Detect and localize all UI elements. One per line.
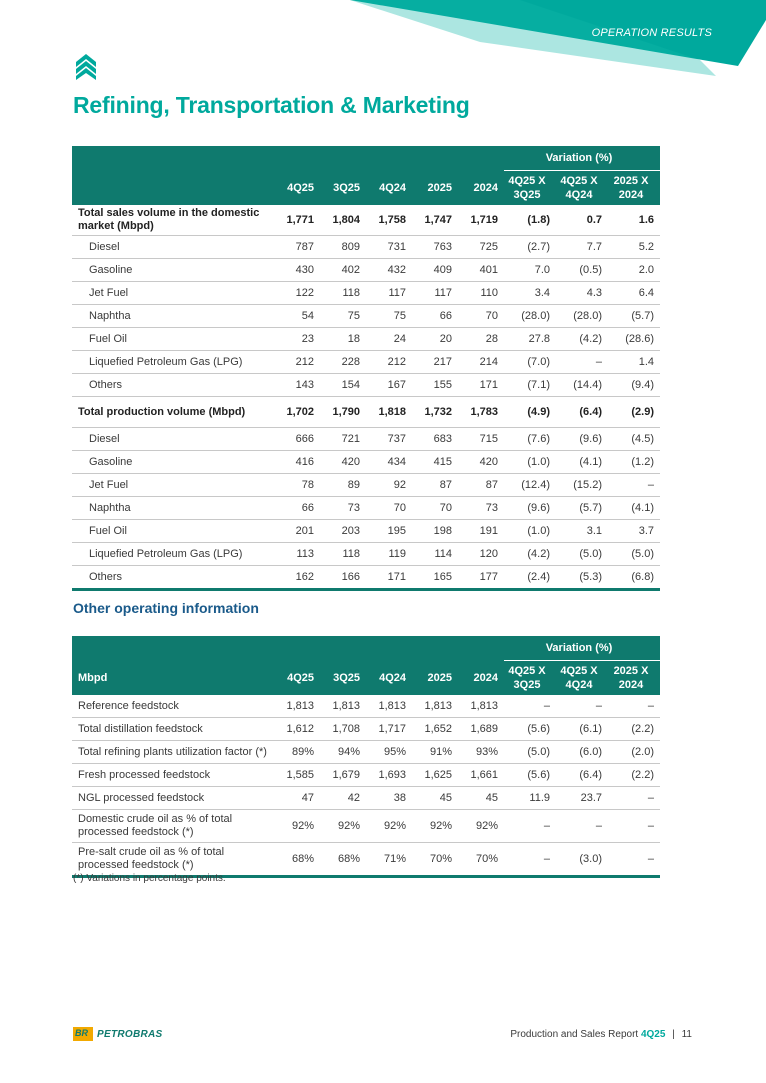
- row-label: Total production volume (Mbpd): [72, 397, 274, 428]
- table-cell: 666: [274, 428, 320, 451]
- table-cell: 75: [366, 305, 412, 328]
- report-quarter: 4Q25: [640, 1029, 666, 1040]
- table-cell: –: [504, 695, 556, 718]
- table-cell: 92%: [274, 810, 320, 843]
- table-cell: 201: [274, 520, 320, 543]
- table-cell: 432: [366, 259, 412, 282]
- table-row: [72, 520, 660, 543]
- row-label: Gasoline: [72, 259, 274, 282]
- table-cell: 1,732: [412, 397, 458, 428]
- table-cell: 18: [320, 328, 366, 351]
- table-cell: 1,804: [320, 205, 366, 236]
- rtm-volume-table: [72, 146, 660, 591]
- table-cell: (2.9): [608, 397, 660, 428]
- table-cell: 73: [320, 497, 366, 520]
- table-cell: (0.5): [556, 259, 608, 282]
- table-cell: 75: [320, 305, 366, 328]
- table-header-row: [72, 661, 660, 696]
- table-cell: 1,689: [458, 718, 504, 741]
- column-header: 2024: [458, 661, 504, 696]
- table-cell: (4.1): [608, 497, 660, 520]
- table-cell: 93%: [458, 741, 504, 764]
- table-cell: 415: [412, 451, 458, 474]
- table-cell: 87: [458, 474, 504, 497]
- table-cell: 1,661: [458, 764, 504, 787]
- row-label: Reference feedstock: [72, 695, 274, 718]
- table-cell: 191: [458, 520, 504, 543]
- table-row: [72, 810, 660, 843]
- table-body: [72, 695, 660, 877]
- variation-header: Variation (%): [504, 146, 660, 171]
- table-row: [72, 428, 660, 451]
- table-cell: 42: [320, 787, 366, 810]
- table-cell: 3.7: [608, 520, 660, 543]
- table-cell: 1,612: [274, 718, 320, 741]
- table-row: [72, 397, 660, 428]
- row-label: Diesel: [72, 236, 274, 259]
- footnote: (*) Variations in percentage points.: [73, 873, 226, 884]
- table-row: [72, 787, 660, 810]
- header-banner: [0, 0, 766, 80]
- table-cell: 1,693: [366, 764, 412, 787]
- table-cell: 162: [274, 566, 320, 590]
- table-cell: (2.2): [608, 764, 660, 787]
- table-row: [72, 205, 660, 236]
- row-label: Jet Fuel: [72, 282, 274, 305]
- table-cell: –: [608, 474, 660, 497]
- table-cell: 171: [458, 374, 504, 397]
- table-cell: 203: [320, 520, 366, 543]
- table-cell: 1,747: [412, 205, 458, 236]
- table-cell: 1,585: [274, 764, 320, 787]
- table-cell: –: [608, 810, 660, 843]
- table-cell: (7.6): [504, 428, 556, 451]
- table-cell: 217: [412, 351, 458, 374]
- row-label: Others: [72, 566, 274, 590]
- table-cell: 1,717: [366, 718, 412, 741]
- table-cell: 95%: [366, 741, 412, 764]
- row-label: Pre-salt crude oil as % of total processed feedstock (*): [72, 843, 274, 877]
- table-row: [72, 374, 660, 397]
- row-label: Total sales volume in the domestic market (Mbpd): [72, 205, 274, 236]
- table-cell: 92%: [366, 810, 412, 843]
- table-cell: 119: [366, 543, 412, 566]
- table-cell: 409: [412, 259, 458, 282]
- table-cell: 1,758: [366, 205, 412, 236]
- table-cell: 165: [412, 566, 458, 590]
- table-cell: 143: [274, 374, 320, 397]
- table-cell: 27.8: [504, 328, 556, 351]
- row-label: Naphtha: [72, 497, 274, 520]
- table-cell: 214: [458, 351, 504, 374]
- table-cell: 2.0: [608, 259, 660, 282]
- table-cell: (5.0): [608, 543, 660, 566]
- column-header: 2025 X 2024: [608, 171, 660, 206]
- table-row: [72, 328, 660, 351]
- table-cell: 20: [412, 328, 458, 351]
- table-cell: 91%: [412, 741, 458, 764]
- table-cell: 114: [412, 543, 458, 566]
- table-cell: (28.0): [556, 305, 608, 328]
- table-cell: –: [608, 695, 660, 718]
- table-cell: 28: [458, 328, 504, 351]
- table-cell: 1,625: [412, 764, 458, 787]
- row-label: Domestic crude oil as % of total processed feedstock (*): [72, 810, 274, 843]
- table-cell: (4.9): [504, 397, 556, 428]
- column-header: 4Q25 X 4Q24: [556, 171, 608, 206]
- table-cell: 66: [274, 497, 320, 520]
- table-cell: 68%: [320, 843, 366, 877]
- table-row: [72, 843, 660, 877]
- table-cell: 154: [320, 374, 366, 397]
- page-number: 11: [681, 1029, 692, 1040]
- column-header: 4Q25: [274, 171, 320, 206]
- table-cell: 683: [412, 428, 458, 451]
- table-cell: (5.6): [504, 718, 556, 741]
- table-cell: –: [556, 351, 608, 374]
- table-cell: 11.9: [504, 787, 556, 810]
- table-header-row: [72, 171, 660, 206]
- table-cell: (14.4): [556, 374, 608, 397]
- table-cell: 434: [366, 451, 412, 474]
- table-cell: 92%: [320, 810, 366, 843]
- table-cell: 1,702: [274, 397, 320, 428]
- table-cell: –: [504, 810, 556, 843]
- table-cell: 198: [412, 520, 458, 543]
- table-cell: 70: [412, 497, 458, 520]
- table-cell: (5.3): [556, 566, 608, 590]
- table-cell: 70: [366, 497, 412, 520]
- table-cell: (4.5): [608, 428, 660, 451]
- row-label: Others: [72, 374, 274, 397]
- table-cell: 70: [458, 305, 504, 328]
- table-cell: 1.4: [608, 351, 660, 374]
- table-cell: 92%: [412, 810, 458, 843]
- table-cell: (1.2): [608, 451, 660, 474]
- table-cell: (2.4): [504, 566, 556, 590]
- table-cell: (5.0): [556, 543, 608, 566]
- row-label: Liquefied Petroleum Gas (LPG): [72, 543, 274, 566]
- table-cell: (5.0): [504, 741, 556, 764]
- column-header: 2025 X 2024: [608, 661, 660, 696]
- table-cell: 731: [366, 236, 412, 259]
- row-label: Total refining plants utilization factor (*): [72, 741, 274, 764]
- column-header-label: Mbpd: [72, 661, 274, 696]
- table-cell: 92%: [458, 810, 504, 843]
- chevron-up-icon: [76, 54, 96, 80]
- table-cell: (6.4): [556, 397, 608, 428]
- table-cell: (9.4): [608, 374, 660, 397]
- table-cell: (4.2): [504, 543, 556, 566]
- table-cell: 1,813: [412, 695, 458, 718]
- table-cell: 1,790: [320, 397, 366, 428]
- table-cell: 68%: [274, 843, 320, 877]
- table-cell: 23: [274, 328, 320, 351]
- table-cell: 1,813: [458, 695, 504, 718]
- table-cell: 787: [274, 236, 320, 259]
- table-cell: (1.8): [504, 205, 556, 236]
- table-row: [72, 741, 660, 764]
- variation-header: Variation (%): [504, 636, 660, 661]
- table-cell: 94%: [320, 741, 366, 764]
- table-cell: –: [608, 843, 660, 877]
- table-cell: 430: [274, 259, 320, 282]
- table-cell: 66: [412, 305, 458, 328]
- row-label: Jet Fuel: [72, 474, 274, 497]
- logo-text: PETROBRAS: [97, 1028, 163, 1040]
- column-header: 2025: [412, 661, 458, 696]
- table-cell: (5.7): [608, 305, 660, 328]
- table-cell: (15.2): [556, 474, 608, 497]
- table-cell: 113: [274, 543, 320, 566]
- table-cell: 3.4: [504, 282, 556, 305]
- column-header: 4Q25 X 4Q24: [556, 661, 608, 696]
- table-cell: 763: [412, 236, 458, 259]
- table-cell: (6.8): [608, 566, 660, 590]
- table-cell: (7.1): [504, 374, 556, 397]
- table-cell: (2.2): [608, 718, 660, 741]
- table-cell: 118: [320, 543, 366, 566]
- table-cell: 71%: [366, 843, 412, 877]
- table-cell: 6.4: [608, 282, 660, 305]
- table-header-blank: [72, 146, 274, 171]
- table-cell: (28.0): [504, 305, 556, 328]
- table-cell: (1.0): [504, 451, 556, 474]
- table-cell: 87: [412, 474, 458, 497]
- table-cell: 117: [366, 282, 412, 305]
- column-header: 2024: [458, 171, 504, 206]
- table-cell: 195: [366, 520, 412, 543]
- table-row: [72, 351, 660, 374]
- table-cell: (28.6): [608, 328, 660, 351]
- row-label: Gasoline: [72, 451, 274, 474]
- column-header: 4Q25: [274, 661, 320, 696]
- table-cell: 73: [458, 497, 504, 520]
- table-cell: 1,813: [366, 695, 412, 718]
- row-label: Liquefied Petroleum Gas (LPG): [72, 351, 274, 374]
- table-cell: 715: [458, 428, 504, 451]
- table-cell: 0.7: [556, 205, 608, 236]
- table-row: [72, 474, 660, 497]
- table-cell: (2.0): [608, 741, 660, 764]
- table-row: [72, 236, 660, 259]
- br-logo-mark: BR: [73, 1027, 93, 1041]
- table-cell: 155: [412, 374, 458, 397]
- table-cell: (9.6): [504, 497, 556, 520]
- table-cell: 1,679: [320, 764, 366, 787]
- table-cell: (1.0): [504, 520, 556, 543]
- table-cell: 7.7: [556, 236, 608, 259]
- table-cell: 92: [366, 474, 412, 497]
- table-cell: 24: [366, 328, 412, 351]
- row-label: Fuel Oil: [72, 328, 274, 351]
- table-cell: (4.1): [556, 451, 608, 474]
- table-cell: 4.3: [556, 282, 608, 305]
- table-cell: 1,652: [412, 718, 458, 741]
- table-cell: 1,818: [366, 397, 412, 428]
- page-title: Refining, Transportation & Marketing: [73, 92, 470, 118]
- table-cell: (3.0): [556, 843, 608, 877]
- column-header-label: [72, 171, 274, 206]
- table-cell: 228: [320, 351, 366, 374]
- row-label: Naphtha: [72, 305, 274, 328]
- table-cell: 177: [458, 566, 504, 590]
- row-label: Diesel: [72, 428, 274, 451]
- table-row: [72, 566, 660, 590]
- table-cell: 1,813: [274, 695, 320, 718]
- table-cell: (7.0): [504, 351, 556, 374]
- table-cell: 721: [320, 428, 366, 451]
- table-cell: 45: [458, 787, 504, 810]
- table-cell: 416: [274, 451, 320, 474]
- table-row: [72, 543, 660, 566]
- table-cell: –: [556, 695, 608, 718]
- table-cell: 212: [366, 351, 412, 374]
- column-header: 3Q25: [320, 661, 366, 696]
- table-cell: 5.2: [608, 236, 660, 259]
- column-header: 3Q25: [320, 171, 366, 206]
- table-cell: 420: [458, 451, 504, 474]
- table-cell: 1,771: [274, 205, 320, 236]
- column-header: 4Q25 X 3Q25: [504, 171, 556, 206]
- table-cell: 1,783: [458, 397, 504, 428]
- section-label: OPERATION RESULTS: [591, 27, 712, 39]
- table-cell: 402: [320, 259, 366, 282]
- table-cell: 1,719: [458, 205, 504, 236]
- table-row: [72, 282, 660, 305]
- report-title: Production and Sales Report: [510, 1029, 639, 1040]
- table-cell: (6.1): [556, 718, 608, 741]
- table-cell: 45: [412, 787, 458, 810]
- table-row: [72, 695, 660, 718]
- table-cell: 167: [366, 374, 412, 397]
- table-cell: 89: [320, 474, 366, 497]
- row-label: Fresh processed feedstock: [72, 764, 274, 787]
- table-cell: 1,708: [320, 718, 366, 741]
- row-label: Total distillation feedstock: [72, 718, 274, 741]
- table-cell: –: [504, 843, 556, 877]
- table-cell: 171: [366, 566, 412, 590]
- table-cell: 70%: [458, 843, 504, 877]
- table-cell: 1.6: [608, 205, 660, 236]
- footer-separator: |: [672, 1029, 675, 1040]
- table-row: [72, 497, 660, 520]
- table-cell: 166: [320, 566, 366, 590]
- petrobras-logo: [73, 1027, 162, 1041]
- table-cell: 212: [274, 351, 320, 374]
- column-header: 4Q24: [366, 171, 412, 206]
- table-cell: 110: [458, 282, 504, 305]
- table-cell: 120: [458, 543, 504, 566]
- table-cell: 420: [320, 451, 366, 474]
- row-label: Fuel Oil: [72, 520, 274, 543]
- table-cell: 401: [458, 259, 504, 282]
- column-header: 2025: [412, 171, 458, 206]
- table-cell: 78: [274, 474, 320, 497]
- table-cell: (5.7): [556, 497, 608, 520]
- section-title: Other operating information: [73, 600, 259, 616]
- table-cell: 7.0: [504, 259, 556, 282]
- table-cell: (6.0): [556, 741, 608, 764]
- table-cell: (5.6): [504, 764, 556, 787]
- column-header: 4Q25 X 3Q25: [504, 661, 556, 696]
- table-cell: 737: [366, 428, 412, 451]
- table-cell: 38: [366, 787, 412, 810]
- table-row: [72, 451, 660, 474]
- table-cell: (9.6): [556, 428, 608, 451]
- table-cell: (2.7): [504, 236, 556, 259]
- table-cell: 54: [274, 305, 320, 328]
- table-row: [72, 718, 660, 741]
- table-cell: 23.7: [556, 787, 608, 810]
- table-cell: 47: [274, 787, 320, 810]
- table-cell: (4.2): [556, 328, 608, 351]
- table-cell: 809: [320, 236, 366, 259]
- table-cell: 3.1: [556, 520, 608, 543]
- table-cell: 117: [412, 282, 458, 305]
- table-cell: –: [608, 787, 660, 810]
- table-cell: 122: [274, 282, 320, 305]
- table-cell: (6.4): [556, 764, 608, 787]
- table-cell: 70%: [412, 843, 458, 877]
- table-cell: 725: [458, 236, 504, 259]
- table-cell: 89%: [274, 741, 320, 764]
- footer-text: [510, 1029, 692, 1040]
- table-cell: 1,813: [320, 695, 366, 718]
- table-body: [72, 205, 660, 590]
- column-header: 4Q24: [366, 661, 412, 696]
- table-cell: –: [556, 810, 608, 843]
- table-row: [72, 305, 660, 328]
- row-label: NGL processed feedstock: [72, 787, 274, 810]
- operating-info-table: [72, 636, 660, 878]
- table-cell: 118: [320, 282, 366, 305]
- table-row: [72, 764, 660, 787]
- table-cell: (12.4): [504, 474, 556, 497]
- table-row: [72, 259, 660, 282]
